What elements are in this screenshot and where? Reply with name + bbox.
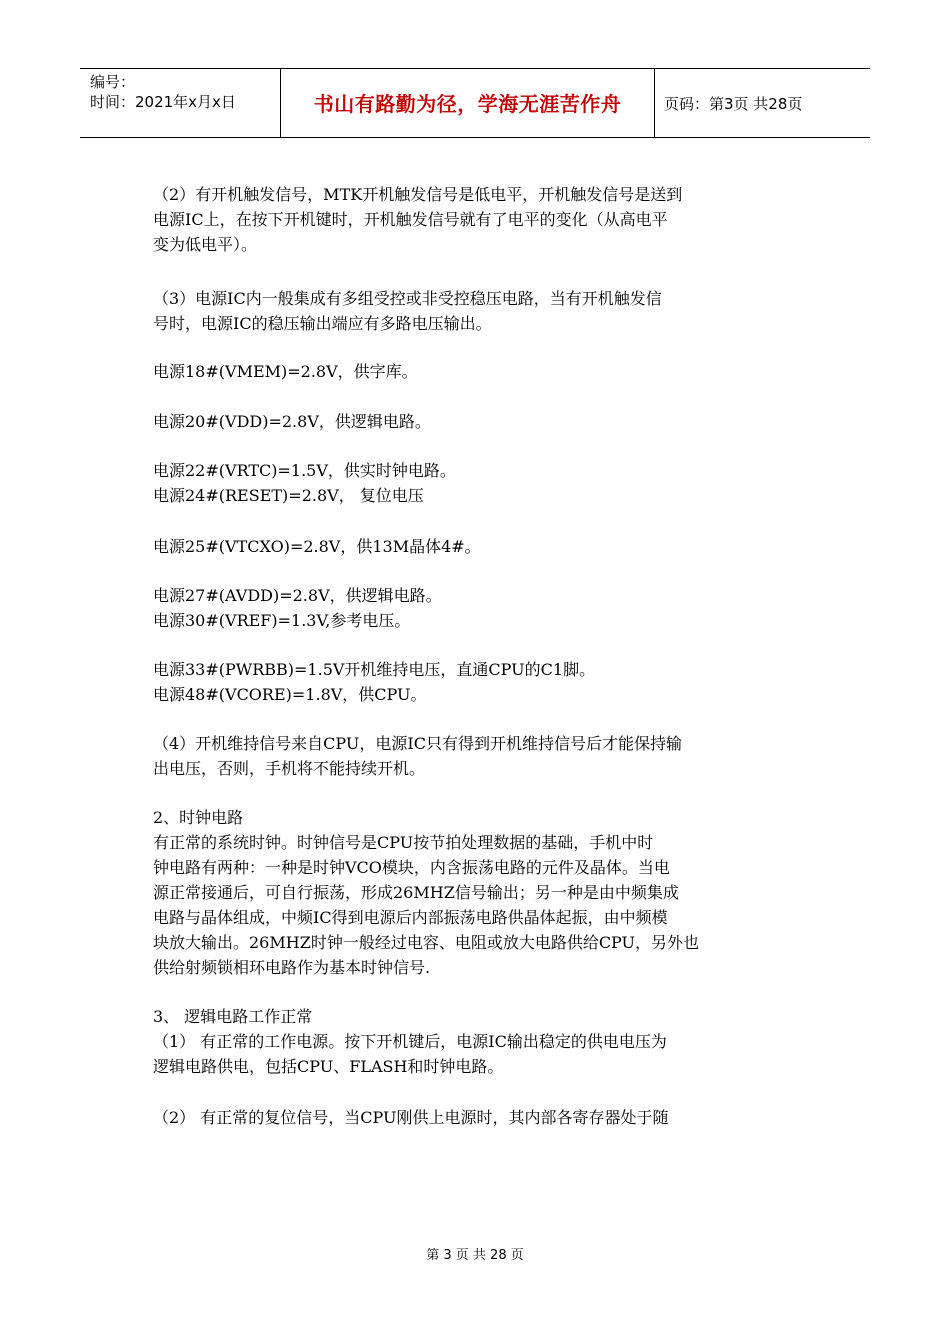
page-header (80, 68, 870, 138)
body-line: （4）开机维持信号来自CPU，电源IC只有得到开机维持信号后才能保持输 (153, 734, 682, 753)
body-line: 电源33#(PWRBB)=1.5V开机维持电压，直通CPU的C1脚。 (153, 660, 596, 679)
body-line: 电源24#(RESET)=2.8V， 复位电压 (153, 486, 424, 505)
body-line: 电源30#(VREF)=1.3V,参考电压。 (153, 611, 411, 630)
body-line: 钟电路有两种：一种是时钟VCO模块，内含振荡电路的元件及晶体。当电 (153, 858, 670, 877)
body-line: 块放大输出。26MHZ时钟一般经过电容、电阻或放大电路供给CPU，另外也 (153, 933, 700, 952)
body-line: 电源25#(VTCXO)=2.8V，供13M晶体4#。 (153, 537, 481, 556)
header-page-number: 页码：第3页 共28页 (664, 95, 803, 113)
body-line: 出电压，否则，手机将不能持续开机。 (153, 759, 426, 778)
body-line: 源正常接通后，可自行振荡，形成26MHZ信号输出；另一种是由中频集成 (153, 883, 679, 902)
body-line: （2）有开机触发信号，MTK开机触发信号是低电平，开机触发信号是送到 (153, 185, 683, 204)
body-line: 变为低电平）。 (153, 235, 258, 254)
header-motto: 书山有路勤为径，学海无涯苦作舟 (313, 92, 622, 116)
page-footer: 第 3 页 共 28 页 (426, 1248, 524, 1263)
body-line: 电源IC上，在按下开机键时，开机触发信号就有了电平的变化（从高电平 (153, 210, 668, 229)
body-line: （3）电源IC内一般集成有多组受控或非受控稳压电路，当有开机触发信 (153, 289, 662, 308)
body-line: 电源48#(VCORE)=1.8V，供CPU。 (153, 685, 427, 704)
body-line: 电源20#(VDD)=2.8V，供逻辑电路。 (153, 412, 431, 431)
body-line: 有正常的系统时钟。时钟信号是CPU按节拍处理数据的基础，手机中时 (153, 833, 654, 852)
header-page-cell (654, 69, 870, 137)
header-motto-cell (280, 69, 655, 137)
body-line: 号时，电源IC的稳压输出端应有多路电压输出。 (153, 314, 492, 333)
header-left-cell (80, 69, 280, 137)
body-line: 电源27#(AVDD)=2.8V，供逻辑电路。 (153, 586, 442, 605)
body-line: 电源18#(VMEM)=2.8V，供字库。 (153, 362, 418, 381)
body-line: 电源22#(VRTC)=1.5V，供实时钟电路。 (153, 461, 456, 480)
section-heading: 2、时钟电路 (153, 808, 244, 827)
body-line: （2） 有正常的复位信号，当CPU刚供上电源时，其内部各寄存器处于随 (153, 1108, 669, 1127)
document-number-label: 编号： (90, 73, 136, 91)
body-line: 电路与晶体组成，中频IC得到电源后内部振荡电路供晶体起振，由中频模 (153, 908, 668, 927)
body-line: 供给射频锁相环电路作为基本时钟信号. (153, 958, 431, 977)
body-line: （1） 有正常的工作电源。按下开机键后，电源IC输出稳定的供电电压为 (153, 1032, 667, 1051)
document-date-label: 时间：2021年x月x日 (90, 93, 236, 111)
body-line: 逻辑电路供电，包括CPU、FLASH和时钟电路。 (153, 1057, 504, 1076)
section-heading: 3、 逻辑电路工作正常 (153, 1007, 313, 1026)
